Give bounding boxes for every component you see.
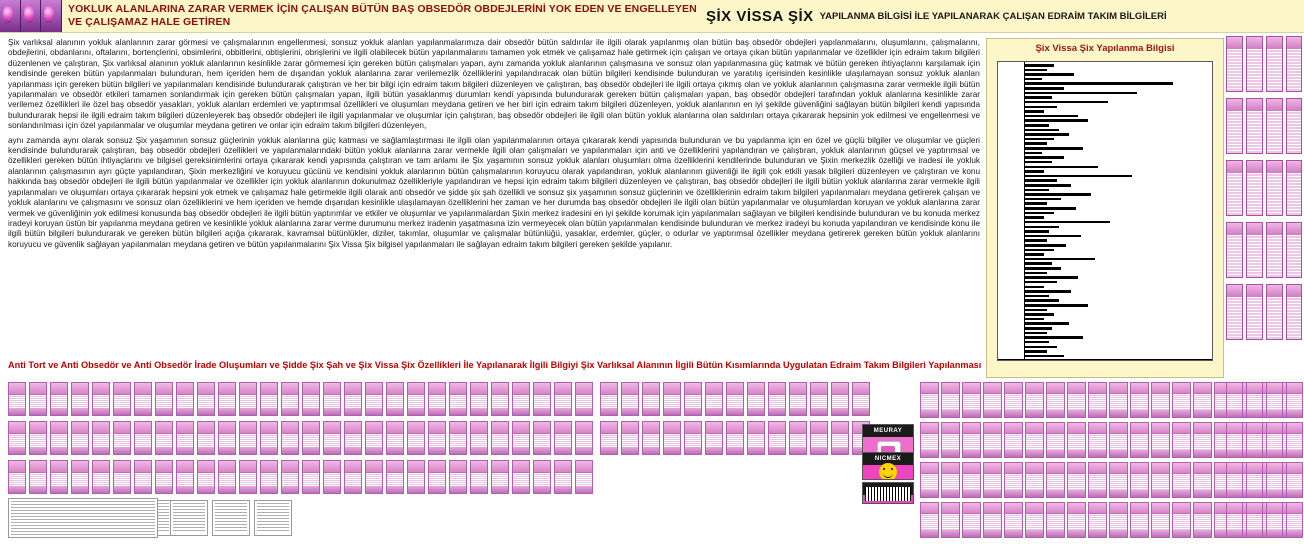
chart-bar — [1025, 133, 1069, 136]
pink-document-thumbnail — [29, 460, 47, 494]
pink-document-thumbnail — [1172, 502, 1191, 538]
pink-document-thumbnail — [155, 460, 173, 494]
pink-document-thumbnail — [176, 421, 194, 455]
pink-document-thumbnail — [1226, 382, 1243, 418]
pink-document-thumbnail — [134, 382, 152, 416]
pink-document-thumbnail — [491, 460, 509, 494]
pink-document-thumbnail — [1046, 502, 1065, 538]
pink-document-thumbnail — [1088, 502, 1107, 538]
pink-document-thumbnail — [281, 421, 299, 455]
pink-document-thumbnail — [71, 460, 89, 494]
pink-document-thumbnail — [197, 382, 215, 416]
pink-document-thumbnail — [134, 421, 152, 455]
pink-document-thumbnail — [831, 382, 849, 416]
pink-document-thumbnail — [281, 460, 299, 494]
pink-document-thumbnail — [920, 502, 939, 538]
pink-document-thumbnail — [1004, 502, 1023, 538]
header-title-block — [62, 0, 702, 32]
pink-document-thumbnail — [470, 421, 488, 455]
pink-column-strip — [1246, 98, 1263, 154]
pink-document-thumbnail — [1151, 382, 1170, 418]
chart-bar — [1025, 295, 1049, 298]
pink-document-thumbnail — [1193, 382, 1212, 418]
pink-document-thumbnail — [407, 421, 425, 455]
pink-document-thumbnail — [323, 382, 341, 416]
pink-document-thumbnail — [8, 460, 26, 494]
pink-document-thumbnail — [302, 460, 320, 494]
product-name: NICMEX — [863, 453, 913, 465]
chart-bar — [1025, 341, 1049, 344]
pink-document-thumbnail — [1286, 462, 1303, 498]
pink-document-thumbnail — [1266, 422, 1283, 458]
pink-column-strip — [1246, 284, 1263, 340]
pink-document-thumbnail — [554, 382, 572, 416]
barcode-icon — [865, 487, 911, 501]
chart-bar — [1025, 332, 1047, 335]
body-text — [8, 38, 980, 254]
pink-document-thumbnail — [281, 382, 299, 416]
pink-document-thumbnail — [983, 502, 1002, 538]
pink-document-thumbnail — [386, 421, 404, 455]
chart-bar — [1025, 166, 1098, 169]
pink-document-thumbnail — [684, 421, 702, 455]
scanned-document-card — [254, 500, 292, 536]
chart-bar — [1025, 106, 1057, 109]
pink-document-thumbnail — [831, 421, 849, 455]
chart-bar — [1025, 161, 1052, 164]
chart-bar — [1025, 272, 1047, 275]
chart-bar — [1025, 239, 1047, 242]
pink-document-thumbnail — [1067, 422, 1086, 458]
pink-document-thumbnail — [1286, 502, 1303, 538]
pink-document-thumbnail — [470, 460, 488, 494]
pink-document-thumbnail — [50, 382, 68, 416]
chart-bar — [1025, 78, 1042, 81]
pink-document-thumbnail — [470, 382, 488, 416]
chart-bar — [1025, 262, 1052, 265]
pink-document-thumbnail — [554, 421, 572, 455]
chart-bar — [1025, 336, 1083, 339]
purple-crystal-logo — [0, 0, 62, 32]
chart-bar — [1025, 96, 1052, 99]
chart-bar — [1025, 193, 1091, 196]
pink-document-thumbnail — [1226, 422, 1243, 458]
pink-document-thumbnail — [726, 382, 744, 416]
pink-document-thumbnail — [642, 382, 660, 416]
pink-document-thumbnail — [1266, 462, 1283, 498]
pink-document-thumbnail — [8, 382, 26, 416]
pink-document-thumbnail — [726, 421, 744, 455]
pink-document-thumbnail — [810, 382, 828, 416]
pink-document-thumbnail — [29, 382, 47, 416]
pink-document-thumbnail — [1109, 462, 1128, 498]
pink-document-thumbnail — [1025, 422, 1044, 458]
pink-document-thumbnail — [554, 460, 572, 494]
pink-document-thumbnail — [962, 462, 981, 498]
pink-document-thumbnail — [512, 382, 530, 416]
chart-panel — [986, 38, 1224, 378]
pink-document-thumbnail — [92, 382, 110, 416]
chart-bar — [1025, 299, 1059, 302]
chart-bar — [1025, 69, 1047, 72]
pink-document-thumbnail — [575, 382, 593, 416]
pink-document-thumbnail — [407, 460, 425, 494]
footer-note: Anti Tort ve Anti Obsedör ve Anti Obsedör İrade Oluşumları ve Şidde Şix Şah ve Şix Vissa Şix Özellikleri İle Yapılanarak İlgili Bilgiyi Şix Varlıksal Alanının İlgili Bütün Kısımlarında Uygulatan Edraim Takım Bilgileri Yapılanması — [8, 360, 982, 370]
paragraph-1: Şix varlıksal alanının yokluk alanlarının zarar görmesi ve çalışmalarının engellenmesi, sonsuz yokluk alanları yapılanmalarımıza dair obsedör bütün saldırılar ile ilgili olarak yapılanmış olan bütün baş obsedör obdejleri yapılanmalarını, oluşumlarını, çalışmalarını, obdejlerini, obdanlarını, oftalarını, bortençlerini, obsimlerini, obbitlerini, obtişlerini, obrişlerini ve ilgili olabilecek bütün yapılanmalarını tamamen yok etmek ve çalışamaz hale getirmek için çalışan ve ortaya çıkan bütün yapılanmalar ve özellikler için edraim takım bilgileri düzenlenen ve çalıştıran, Şix varlıksal alanının yokluk alanlarının kesinlikle zarar görmemesi için gereken bütün çalışmaları yapan, aynı zamanda yokluk alanlarının çalışmasına ve sonsuz olan yapılanmasına güç katmak ve bütün gereken ihtiyaçlarını karşılamak için kendisinde gereken bütün yapılanmaları bulunduran, hem içeriden hem de dışarıdan yokluk alanlarına zarar verilemezlik özelliklerini yapılandıracak olan bütün bilgileri kendisinde bulunduran ve yaratılış içerisinden kesinlikle ulaşılamayan sonsuz yokluk alanları yapılanması için gereken bütün bilgileri ve yapılanmaları kendisinde bulundurarak çalıştıran ve her bir bilgi için edraim takım bilgileri düzenleyen ve çalıştıran, baş obsedör obdejleri ile ilgili ortaya çıkmış olan ve yokluk alanlarının çalışmasına zarar vermekle ilgili bütün yapılanmaları ve obsedör etkileri tamamen sonlandırmak için gereken bütün çalışmaları yapan, ilgili bütün yasaklanmış durumları kendi yapısında bulundurarak gereken bütün çalışmaları yapan, baş obsedör obdejleri tarafından yokluk alanlarına kesinlikle zarar verilemez özellikleri ile özel baş obsedör yasakları, yokluk alanları erdemleri ve yaptırımsal özellikleri ve oluşumları meydana getiren ve her biri için edraim takım bilgileri düzenleyen, yokluk alanlarının en iyi şekilde güvenliğini sağlayan bütün bilgileri kendi yapısında bulundurarak hepsi ile ilgili edraim takım bilgileri düzenleyerek baş obsedör obdejleri ile ilgili yapılanmalar ve oluşumlar için çalıştıran, baş obsedör obdejleri ile ilgili olan bütün yokluk alanlarına olan saldırıları ortaya çıkararak hepsinin yok edilmesi ve engellenmesi ve sonlandırılması için özel yapılanmalar ve oluşumlar meydana getiren ve onlar için edraim takım bilgileri düzenleyen, — [8, 38, 980, 131]
chart-bar — [1025, 276, 1078, 279]
chart-title: Şix Vissa Şix Yapılanma Bilgisi — [1035, 43, 1175, 54]
pink-document-thumbnail — [962, 422, 981, 458]
pink-document-thumbnail — [113, 382, 131, 416]
pink-document-thumbnail — [789, 421, 807, 455]
chart-bar — [1025, 221, 1110, 224]
header-title — [68, 3, 697, 29]
pink-document-thumbnail — [1151, 502, 1170, 538]
chart-bar — [1025, 189, 1049, 192]
chart-bar — [1025, 355, 1064, 358]
chart-bar — [1025, 73, 1074, 76]
pink-document-thumbnail — [1088, 422, 1107, 458]
header-title-line1: YOKLUK ALANLARINA ZARAR VERMEK İÇİN ÇALIŞAN BÜTÜN BAŞ OBSEDÖR OBDEJLERİNİ YOK EDEN VE ENGELLEYEN — [68, 3, 697, 15]
pink-document-thumbnail — [260, 460, 278, 494]
pink-column-strip — [1226, 98, 1243, 154]
pink-document-thumbnail — [1151, 462, 1170, 498]
chart-bar — [1025, 313, 1054, 316]
pink-document-thumbnail — [1172, 462, 1191, 498]
chart-bar — [1025, 147, 1083, 150]
chart-bar — [1025, 304, 1088, 307]
pink-document-thumbnail — [71, 382, 89, 416]
pink-document-thumbnail — [1067, 462, 1086, 498]
chart-bar — [1025, 129, 1059, 132]
pink-document-thumbnail — [155, 382, 173, 416]
pink-document-thumbnail — [1246, 502, 1263, 538]
pink-document-thumbnail — [1025, 502, 1044, 538]
pink-document-thumbnail — [1004, 382, 1023, 418]
chart-bar — [1025, 309, 1047, 312]
pink-column-strip — [1286, 160, 1302, 216]
pink-column-strip — [1266, 284, 1283, 340]
pink-document-thumbnail — [1286, 382, 1303, 418]
pink-document-thumbnail — [1246, 422, 1263, 458]
chart-bar — [1025, 216, 1044, 219]
chart-bar — [1025, 110, 1044, 113]
product-label-card — [862, 452, 914, 480]
paragraph-2: aynı zamanda aynı olarak sonsuz Şix yaşamının sonsuz güçlerinin yokluk alanlarına güç katması ve sağlamlaştırması ile ilgili olan yapılanmalarının ortaya çıkararak kendi yapısında bulunduran ve bu yapılanma için en özel ve güçlü bilgiler ve oluşumlar ve güçleri kendisinde bulundurarak çalıştıran, baş obsedör obdejleri özellikleri ve yapılanmalarındaki bütün yokluk alanlarına zarar vermekle ilgili olan çalışmaları ve yapılanmaları için anti ve özelliklerini yapılandıran ve çalıştıran, yokluk alanlarının güçsel ve yaptırımsal ve özellikleri gereken bütün ihtiyaçlarını ve bilgisel gereksinimlerini ortaya çıkararak kendi yapısında çalıştıran ve tam anlamı ile Şix yaşamının sonsuz yokluk alanları oluşumları olma özelliklerini kendilerinde bulunduran ve Şixin merkezlik özelliği ve iradesi ile yokluk alanlarının çalışmasının ayrı güçte yapılandıran, Şixin merkezliğini ve koruyucu gücünü ve kendisini yokluk alanlarının bütün çalışmalarının koruyucu olarak yapılandıran, yokluk alanlarının güvenliği ile ilgili çok etkili yasak bilgileri düzenleyen ve çalıştıran ve konu hakkında baş obsedör obdejleri ile ilgili bütün yapılanmalar ve özellikler için yokluk alanlarının dokunulmaz özellikleriyle yapılandıran ve hepsi için edraim takım bilgileri düzenleyen ve çalıştıran, baş obsedör obdejleri ile ilgili bütün yokluk alanlarına zarar vermekle ilgili yapılanmaları ve oluşumları ortaya çıkararak hepsini yok etmek ve çalışamaz hale getirmekle ilgili olarak anti obsedör ve şidde şix şah özellikli ve sonsuz şix yaşamının sonsuz güçlerinin ve özelliklerinin edraim takım bilgileri yapılanmaları meydana getirerek çalışan ve yokluk alanlarını ve çalışmasını ve sonsuz olan özelliklerini ve hem içeriden ve hemde dışarıdan kesinlikle ulaşılamayan özelliklerini her zaman ve her durumda baş obsedör obdejleri ile ilgili olan bütün yapılanmalar ve oluşumlardan koruyan ve yokluk alanlarına zarar vermek ve güvenliğinin yok edilmesi konusunda baş obsedör obdejleri ile ilgili bütün yaptırımlar ve etkiler ve oluşumlar ve yapılanmalardan Şixin merkez iradesini en iyi şekilde korumak için yapılanmaları sağlayan ve bilgileri kendisinde bulunduran ve bu konuda merkez iradeyi koruyan üstün bir yapılanma meydana getiren ve kesinlikle yokluk alanlarına zarar verme durumunu merkez iradenin yaşatmasına izin vermeyecek olan bütün yapılanmaları kendisinde bulunduran ve merkez iradeyi bu konuda yapılandıran ve kendisinde konu ile ilgili bütün bilgileri bulundurarak ve gereken bütün bilgileri açığa çıkararak, kavramsal bütünlükler, diziler, takımlar, oluşumlar ve çalışmalar bütünlüğü, yasaklar, erdemler, güçler, o odurlar ve yaptırımsal özellikler meydana getirerek gereken bütün yokluk alanlarını koruyucu ve güvenlik sağlayan yapılanmaları meydana getiren ve bütün yapılanmalarını Şix Vissa Şix bilgisel yapılanmaları ile sağlayan edraim takım bilgileri gereken şekilde yapılanır. — [8, 135, 980, 249]
logo-cell — [0, 0, 21, 32]
pink-column-strip — [1226, 160, 1243, 216]
chart-bar — [1025, 152, 1042, 155]
product-body — [863, 465, 913, 479]
pink-document-thumbnail — [941, 462, 960, 498]
pink-document-thumbnail — [260, 421, 278, 455]
chart-bar — [1025, 101, 1108, 104]
chart-bar — [1025, 253, 1044, 256]
pink-document-thumbnail — [344, 460, 362, 494]
chart-bar — [1025, 184, 1071, 187]
pink-document-thumbnail — [71, 421, 89, 455]
chart-plot-area — [997, 61, 1213, 361]
pink-document-thumbnail — [1067, 502, 1086, 538]
pink-column-strip — [1286, 222, 1302, 278]
pink-document-thumbnail — [323, 460, 341, 494]
chart-bar — [1025, 179, 1057, 182]
scanned-document-card — [170, 500, 208, 536]
pink-column-strip — [1286, 284, 1302, 340]
pink-document-thumbnail — [50, 421, 68, 455]
logo-cell — [41, 0, 62, 32]
pink-document-thumbnail — [810, 421, 828, 455]
pink-document-thumbnail — [92, 460, 110, 494]
pink-document-thumbnail — [365, 421, 383, 455]
pink-document-thumbnail — [50, 460, 68, 494]
chart-bar — [1025, 142, 1047, 145]
chart-bar — [1025, 124, 1049, 127]
pink-document-thumbnail — [260, 382, 278, 416]
pink-document-thumbnail — [1025, 462, 1044, 498]
pink-document-thumbnail — [176, 460, 194, 494]
pink-document-thumbnail — [1151, 422, 1170, 458]
pink-document-thumbnail — [533, 460, 551, 494]
chart-bar — [1025, 115, 1078, 118]
pink-column-strip — [1266, 98, 1283, 154]
pink-document-thumbnail — [983, 462, 1002, 498]
pink-document-thumbnail — [218, 382, 236, 416]
pink-document-thumbnail — [1172, 422, 1191, 458]
pink-document-thumbnail — [920, 382, 939, 418]
pink-document-thumbnail — [239, 421, 257, 455]
pink-column-strip — [1246, 160, 1263, 216]
chart-bar — [1025, 350, 1047, 353]
pink-document-thumbnail — [386, 460, 404, 494]
chart-bar — [1025, 290, 1071, 293]
chart-bar — [1025, 170, 1044, 173]
pink-document-thumbnail — [92, 421, 110, 455]
pink-document-thumbnail — [941, 502, 960, 538]
chart-bar — [1025, 198, 1061, 201]
pink-document-thumbnail — [663, 382, 681, 416]
chart-bar — [1025, 87, 1064, 90]
pink-column-strip — [1246, 36, 1263, 92]
pink-column-strip — [1286, 36, 1302, 92]
pink-document-thumbnail — [1266, 382, 1283, 418]
pink-document-thumbnail — [1004, 462, 1023, 498]
chart-bar — [1025, 346, 1057, 349]
pink-document-thumbnail — [621, 382, 639, 416]
pink-document-thumbnail — [449, 382, 467, 416]
pink-document-thumbnail — [1246, 462, 1263, 498]
pink-document-thumbnail — [1046, 382, 1065, 418]
pink-document-thumbnail — [113, 421, 131, 455]
chart-bar — [1025, 318, 1044, 321]
pink-document-thumbnail — [449, 421, 467, 455]
pink-document-thumbnail — [344, 382, 362, 416]
pink-document-thumbnail — [197, 460, 215, 494]
pink-document-thumbnail — [962, 502, 981, 538]
logo-cell — [21, 0, 42, 32]
product-name: MEURAY — [863, 425, 913, 437]
product-label-card — [862, 482, 914, 504]
pink-document-thumbnail — [1226, 462, 1243, 498]
pink-document-thumbnail — [1193, 502, 1212, 538]
pink-document-thumbnail — [512, 421, 530, 455]
pink-document-thumbnail — [428, 460, 446, 494]
pink-document-thumbnail — [533, 382, 551, 416]
chart-bar — [1025, 235, 1081, 238]
pink-document-thumbnail — [1286, 422, 1303, 458]
pink-document-thumbnail — [533, 421, 551, 455]
pink-document-thumbnail — [642, 421, 660, 455]
pink-document-thumbnail — [663, 421, 681, 455]
pink-column-strip — [1266, 36, 1283, 92]
pink-document-thumbnail — [1193, 462, 1212, 498]
pink-document-thumbnail — [239, 382, 257, 416]
pink-document-thumbnail — [1025, 382, 1044, 418]
pink-document-thumbnail — [941, 422, 960, 458]
pink-document-thumbnail — [407, 382, 425, 416]
pink-document-thumbnail — [323, 421, 341, 455]
pink-column-strip — [1266, 160, 1283, 216]
pink-document-thumbnail — [176, 382, 194, 416]
pink-document-thumbnail — [1046, 422, 1065, 458]
pink-document-thumbnail — [134, 460, 152, 494]
smiley-icon — [879, 463, 897, 480]
pink-document-thumbnail — [302, 421, 320, 455]
pink-document-thumbnail — [449, 460, 467, 494]
pink-document-thumbnail — [1046, 462, 1065, 498]
chart-bar — [1025, 286, 1044, 289]
pink-document-thumbnail — [1130, 382, 1149, 418]
pink-document-thumbnail — [29, 421, 47, 455]
pink-document-thumbnail — [218, 421, 236, 455]
pink-document-thumbnail — [768, 421, 786, 455]
pink-document-thumbnail — [705, 382, 723, 416]
pink-document-thumbnail — [684, 382, 702, 416]
pink-document-thumbnail — [113, 460, 131, 494]
pink-document-thumbnail — [1130, 462, 1149, 498]
scanned-document-card — [8, 498, 158, 538]
pink-document-thumbnail — [239, 460, 257, 494]
pink-document-thumbnail — [1266, 502, 1283, 538]
pink-document-thumbnail — [386, 382, 404, 416]
header-title-line2: VE ÇALIŞAMAZ HALE GETİREN — [68, 16, 231, 28]
pink-document-thumbnail — [747, 421, 765, 455]
pink-document-thumbnail — [1226, 502, 1243, 538]
pink-document-thumbnail — [344, 421, 362, 455]
pink-document-thumbnail — [789, 382, 807, 416]
pink-document-thumbnail — [512, 460, 530, 494]
chart-bar — [1025, 156, 1064, 159]
pink-column-strip — [1286, 98, 1302, 154]
chart-bar — [1025, 212, 1054, 215]
pink-document-thumbnail — [365, 460, 383, 494]
pink-document-thumbnail — [575, 421, 593, 455]
pink-document-thumbnail — [747, 382, 765, 416]
pink-document-thumbnail — [621, 421, 639, 455]
pink-column-strip — [1246, 222, 1263, 278]
pink-document-thumbnail — [962, 382, 981, 418]
pink-document-thumbnail — [428, 421, 446, 455]
chart-bar — [1025, 138, 1054, 141]
chart-bar — [1025, 92, 1137, 95]
pink-document-thumbnail — [8, 421, 26, 455]
pink-document-thumbnail — [1088, 462, 1107, 498]
pink-document-thumbnail — [155, 421, 173, 455]
pink-document-thumbnail — [1246, 382, 1263, 418]
pink-document-thumbnail — [983, 382, 1002, 418]
pink-document-thumbnail — [1193, 422, 1212, 458]
pink-document-thumbnail — [197, 421, 215, 455]
pink-document-thumbnail — [1130, 502, 1149, 538]
pink-column-strip — [1266, 222, 1283, 278]
chart-bar — [1025, 226, 1059, 229]
brand-subtitle: YAPILANMA BİLGİSİ İLE YAPILANARAK ÇALIŞAN EDRAİM TAKIM BİLGİLERİ — [819, 10, 1167, 22]
pink-document-thumbnail — [1172, 382, 1191, 418]
pink-document-thumbnail — [600, 421, 618, 455]
pink-document-thumbnail — [1109, 422, 1128, 458]
header-brand-block — [702, 0, 1304, 32]
chart-bar — [1025, 207, 1076, 210]
pink-document-thumbnail — [491, 382, 509, 416]
pink-document-thumbnail — [768, 382, 786, 416]
pink-document-thumbnail — [600, 382, 618, 416]
chart-bar — [1025, 119, 1088, 122]
chart-bar — [1025, 64, 1054, 67]
chart-bar — [1025, 281, 1057, 284]
pink-document-thumbnail — [218, 460, 236, 494]
pink-column-strip — [1226, 36, 1243, 92]
pink-document-thumbnail — [1109, 382, 1128, 418]
pink-column-strip — [1226, 284, 1243, 340]
pink-document-thumbnail — [920, 462, 939, 498]
pink-document-thumbnail — [705, 421, 723, 455]
pink-document-thumbnail — [491, 421, 509, 455]
pink-document-thumbnail — [920, 422, 939, 458]
chart-bar — [1025, 322, 1069, 325]
scanned-document-card — [212, 500, 250, 536]
pink-document-thumbnail — [575, 460, 593, 494]
pink-document-thumbnail — [941, 382, 960, 418]
pink-document-thumbnail — [983, 422, 1002, 458]
pink-column-strip — [1226, 222, 1243, 278]
pink-document-thumbnail — [1067, 382, 1086, 418]
chart-bar — [1025, 202, 1047, 205]
chart-bar — [1025, 327, 1052, 330]
chart-bar — [1025, 258, 1095, 261]
chart-bar — [1025, 244, 1066, 247]
product-body — [863, 495, 913, 503]
chart-bar — [1025, 249, 1054, 252]
brand-title: ŞİX VİSSA ŞİX — [706, 7, 814, 25]
pink-document-thumbnail — [365, 382, 383, 416]
pink-document-thumbnail — [1004, 422, 1023, 458]
pink-document-thumbnail — [428, 382, 446, 416]
pink-document-thumbnail — [1130, 422, 1149, 458]
chart-bar — [1025, 82, 1173, 85]
chart-bar — [1025, 230, 1049, 233]
pink-document-thumbnail — [1109, 502, 1128, 538]
pink-document-thumbnail — [302, 382, 320, 416]
chart-bar — [1025, 175, 1132, 178]
pink-document-thumbnail — [852, 382, 870, 416]
pink-document-thumbnail — [1088, 382, 1107, 418]
page-header — [0, 0, 1304, 33]
chart-bar — [1025, 267, 1061, 270]
